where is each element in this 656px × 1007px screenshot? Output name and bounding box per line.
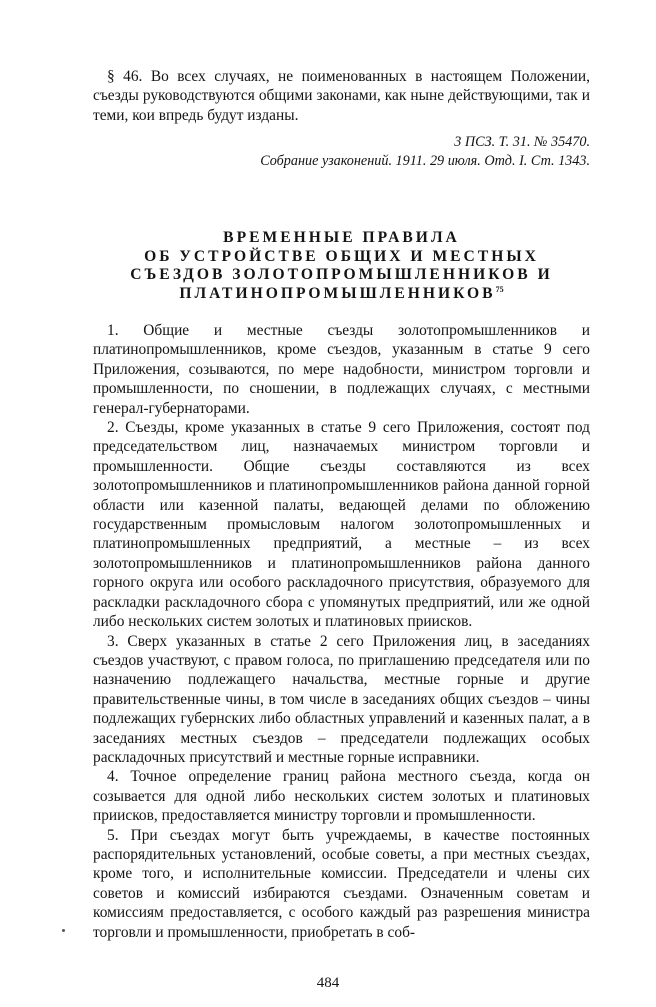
rules-body [93,321,590,942]
margin-mark [62,929,65,932]
section-46-paragraph: § 46. Во всех случаях, не поименованных в настоящем Положении, съезды руководствуются общими законами, как ныне действующими, так и теми, кои впредь будут изданы. [93,68,590,124]
heading-line-3: СЪЕЗДОВ ЗОЛОТОПРОМЫШЛЕННИКОВ И [130,266,553,284]
footnote-marker: 75 [495,284,504,294]
rule-paragraph-5: 5. При съездах могут быть учреждаемы, в качестве постоянных распорядительных установлений, особые советы, а при местных съездах, кроме того, и исполнительные комиссии. Председатели и члены сих советов и комиссий избираются съездами. Означенным советам и комиссиям предоставляется, с особого каждый раз разрешения министра торговли и промышленности, приобретать в соб- [93,826,590,941]
citation-line-1: 3 ПСЗ. Т. 31. № 35470. [454,134,590,150]
heading-line-4: ПЛАТИНОПРОМЫШЛЕННИКОВ [179,284,496,302]
page-number: 484 [316,975,340,991]
heading-line-2: ОБ УСТРОЙСТВЕ ОБЩИХ И МЕСТНЫХ [144,247,539,265]
heading-line-1: ВРЕМЕННЫЕ ПРАВИЛА [223,229,460,246]
rule-paragraph-1: 1. Общие и местные съезды золотопромышленников и платинопромышленников, кроме съездов, указанным в статье 9 сего Приложения, созываются, по мере надобности, министром торговли и промышленности, по сношении, в подлежащих случаях, с местными генерал-губернаторами. [93,322,590,417]
rule-paragraph-4: 4. Точное определение границ района местного съезда, когда он созывается для одной либо нескольких систем золотых и платиновых приисков, предоставляется министру торговли и промышленности. [93,768,590,825]
rule-paragraph-2: 2. Съезды, кроме указанных в статье 9 сего Приложения, состоят под председательством лиц, назначаемых министром торговли и промышленности. Общие съезды составляются из всех золотопромышленников и платинопромышленников района данной горной области или казенной палаты, ведающей делами по обложению государственным промысловым налогом золотопромышленных и платинопромышленных предприятий, а местные – из всех золотопромышленников и платинопромышленников района данного горного округа или особого раскладочного присутствия, образуемого для раскладки раскладочного сбора с упомянутых предприятий, или же одной либо нескольких систем золотых и платиновых приисков. [93,419,590,631]
citation-line-2: Собрание узаконений. 1911. 29 июля. Отд. I. Ст. 1343. [260,153,590,169]
document-heading [93,229,590,303]
rule-paragraph-3: 3. Сверх указанных в статье 2 сего Приложения лиц, в заседаниях съездов участвуют, с правом голоса, по приглашению председателя или по назначению подлежащего начальства, местные горные и другие правительственные чины, в том числе в заседаниях общих съездов – чины подлежащих губернских либо областных управлений и казенных палат, а в заседаниях местных съездов – председатели подлежащих особых раскладочных присутствий и местные горные исправники. [93,632,590,766]
citation-block [93,133,590,171]
